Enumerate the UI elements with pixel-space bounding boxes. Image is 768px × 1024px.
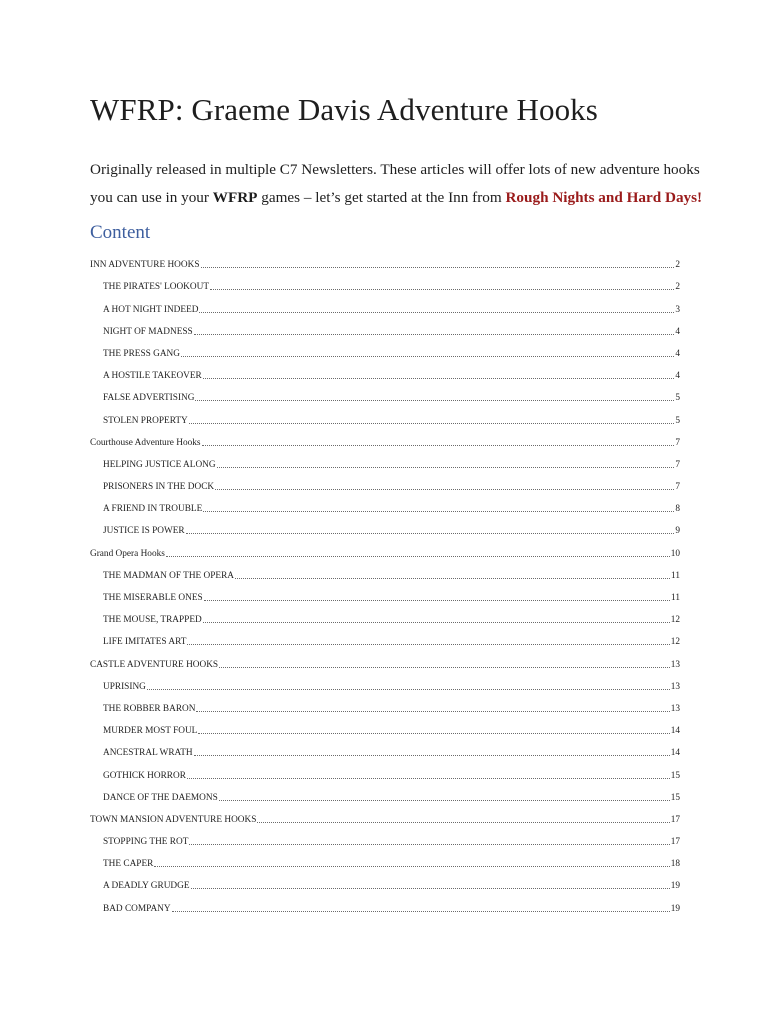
toc-dot-leader bbox=[172, 910, 670, 912]
intro-text-part2: games – let’s get started at the Inn from bbox=[257, 189, 506, 206]
toc-entry-page: 15 bbox=[670, 792, 680, 803]
toc-dot-leader bbox=[194, 754, 670, 756]
document-title: WFRP: Graeme Davis Adventure Hooks bbox=[90, 92, 598, 127]
toc-entry[interactable] bbox=[90, 891, 680, 913]
toc-entry[interactable] bbox=[90, 359, 680, 381]
toc-entry-page: 8 bbox=[675, 504, 680, 515]
toc-entry[interactable] bbox=[90, 426, 680, 448]
toc-dot-leader bbox=[202, 444, 675, 446]
toc-entry[interactable] bbox=[90, 758, 680, 780]
intro-paragraph bbox=[90, 156, 710, 212]
toc-entry-page: 4 bbox=[675, 326, 680, 337]
toc-entry[interactable] bbox=[90, 781, 680, 803]
toc-dot-leader bbox=[191, 887, 670, 889]
toc-dot-leader bbox=[217, 466, 675, 468]
toc-entry-label: THE MADMAN OF THE OPERA bbox=[103, 570, 235, 581]
toc-entry-label: THE MISERABLE ONES bbox=[103, 593, 203, 603]
toc-entry[interactable] bbox=[90, 292, 680, 314]
intro-text-part1: Originally released in multiple C7 Newsletters. These articles will offer lots of new adventure hooks you can use in your bbox=[90, 161, 700, 206]
toc-dot-leader bbox=[201, 266, 675, 268]
toc-entry-page: 13 bbox=[670, 703, 680, 714]
toc-entry-page: 12 bbox=[670, 637, 680, 648]
toc-dot-leader bbox=[203, 377, 675, 379]
toc-dot-leader bbox=[199, 311, 674, 313]
toc-entry-label: LIFE IMITATES ART bbox=[103, 637, 187, 648]
toc-entry[interactable] bbox=[90, 248, 680, 270]
toc-entry-label: CASTLE ADVENTURE HOOKS bbox=[90, 659, 219, 670]
toc-entry[interactable] bbox=[90, 315, 680, 337]
toc-entry-page: 10 bbox=[670, 548, 680, 559]
toc-dot-leader bbox=[235, 577, 670, 579]
toc-entry-label: HELPING JUSTICE ALONG bbox=[103, 459, 216, 470]
toc-entry-page: 7 bbox=[675, 482, 680, 493]
toc-dot-leader bbox=[210, 288, 674, 290]
toc-entry-page: 7 bbox=[675, 437, 680, 448]
toc-dot-leader bbox=[147, 688, 670, 690]
toc-dot-leader bbox=[154, 865, 669, 867]
toc-entry[interactable] bbox=[90, 803, 680, 825]
toc-entry-label: MURDER MOST FOUL bbox=[103, 726, 198, 737]
toc-dot-leader bbox=[203, 621, 670, 623]
toc-entry-label: Courthouse Adventure Hooks bbox=[90, 437, 201, 448]
toc-entry-label: ANCESTRAL WRATH bbox=[103, 748, 193, 759]
toc-entry[interactable] bbox=[90, 647, 680, 669]
toc-entry[interactable] bbox=[90, 670, 680, 692]
toc-entry-page: 12 bbox=[670, 615, 680, 626]
toc-dot-leader bbox=[166, 555, 670, 557]
toc-entry-label: NIGHT OF MADNESS bbox=[103, 326, 193, 337]
toc-entry-label: STOLEN PROPERTY bbox=[103, 415, 188, 426]
toc-entry[interactable] bbox=[90, 581, 680, 603]
toc-entry[interactable] bbox=[90, 869, 680, 891]
toc-entry-label: DANCE OF THE DAEMONS bbox=[103, 792, 218, 803]
toc-entry-page: 4 bbox=[675, 348, 680, 359]
toc-entry[interactable] bbox=[90, 381, 680, 403]
toc-entry-page: 13 bbox=[670, 659, 680, 670]
toc-entry-page: 2 bbox=[675, 282, 680, 293]
toc-entry-page: 17 bbox=[670, 814, 680, 825]
toc-entry-label: STOPPING THE ROT bbox=[103, 837, 189, 848]
toc-dot-leader bbox=[198, 732, 669, 734]
table-of-contents bbox=[90, 248, 680, 914]
toc-dot-leader bbox=[189, 422, 675, 424]
toc-entry-label: JUSTICE IS POWER bbox=[103, 526, 185, 537]
toc-entry-label: INN ADVENTURE HOOKS bbox=[90, 260, 200, 271]
toc-entry-label: THE ROBBER BARON bbox=[103, 703, 196, 714]
toc-entry-page: 4 bbox=[675, 371, 680, 382]
toc-dot-leader bbox=[187, 643, 669, 645]
toc-entry-page: 17 bbox=[670, 837, 680, 848]
toc-entry-label: BAD COMPANY bbox=[103, 903, 171, 914]
toc-entry-label: THE PRESS GANG bbox=[103, 348, 180, 359]
toc-dot-leader bbox=[187, 777, 670, 779]
toc-dot-leader bbox=[215, 488, 674, 490]
toc-entry-page: 14 bbox=[670, 748, 680, 759]
toc-entry[interactable] bbox=[90, 403, 680, 425]
toc-entry-page: 11 bbox=[671, 570, 680, 581]
toc-dot-leader bbox=[219, 666, 670, 668]
toc-dot-leader bbox=[203, 510, 674, 512]
toc-entry-page: 19 bbox=[670, 881, 680, 892]
toc-entry-label: THE CAPER bbox=[103, 859, 154, 870]
toc-dot-leader bbox=[181, 355, 674, 357]
toc-dot-leader bbox=[189, 843, 669, 845]
toc-entry-label: A FRIEND IN TROUBLE bbox=[103, 504, 203, 515]
toc-entry[interactable] bbox=[90, 270, 680, 292]
toc-entry-label: THE PIRATES' LOOKOUT bbox=[103, 282, 210, 293]
toc-entry-page: 13 bbox=[670, 681, 680, 692]
toc-entry-page: 7 bbox=[675, 459, 680, 470]
toc-entry-page: 15 bbox=[670, 770, 680, 781]
toc-entry[interactable] bbox=[90, 559, 680, 581]
toc-entry[interactable] bbox=[90, 514, 680, 536]
toc-dot-leader bbox=[204, 599, 670, 601]
toc-entry-page: 5 bbox=[675, 415, 680, 426]
toc-entry-label: A DEADLY GRUDGE bbox=[103, 881, 190, 892]
toc-entry[interactable] bbox=[90, 492, 680, 514]
toc-dot-leader bbox=[195, 399, 674, 401]
toc-dot-leader bbox=[196, 710, 669, 712]
toc-entry-page: 9 bbox=[675, 526, 680, 537]
toc-entry[interactable] bbox=[90, 714, 680, 736]
toc-entry-page: 2 bbox=[675, 260, 680, 271]
toc-dot-leader bbox=[219, 799, 670, 801]
contents-heading: Content bbox=[90, 222, 151, 243]
toc-entry-page: 11 bbox=[671, 593, 680, 603]
toc-dot-leader bbox=[257, 821, 669, 823]
toc-entry[interactable] bbox=[90, 448, 680, 470]
toc-entry-page: 14 bbox=[670, 726, 680, 737]
toc-entry[interactable] bbox=[90, 692, 680, 714]
toc-entry-label: TOWN MANSION ADVENTURE HOOKS bbox=[90, 814, 257, 825]
toc-entry-page: 3 bbox=[675, 304, 680, 315]
toc-entry[interactable] bbox=[90, 825, 680, 847]
toc-entry-label: UPRISING bbox=[103, 681, 146, 692]
toc-entry-page: 5 bbox=[675, 393, 680, 404]
toc-dot-leader bbox=[186, 532, 675, 534]
toc-entry[interactable] bbox=[90, 847, 680, 869]
toc-entry-label: PRISONERS IN THE DOCK bbox=[103, 482, 215, 493]
toc-entry-label: A HOT NIGHT INDEED bbox=[103, 304, 199, 315]
toc-entry[interactable] bbox=[90, 470, 680, 492]
toc-entry[interactable] bbox=[90, 536, 680, 558]
toc-entry[interactable] bbox=[90, 736, 680, 758]
intro-wfrp: WFRP bbox=[212, 189, 258, 206]
toc-entry-label: GOTHICK HORROR bbox=[103, 770, 186, 781]
toc-entry[interactable] bbox=[90, 337, 680, 359]
toc-entry-page: 18 bbox=[670, 859, 680, 870]
toc-entry-label: THE MOUSE, TRAPPED bbox=[103, 615, 202, 626]
toc-entry[interactable] bbox=[90, 625, 680, 647]
toc-entry-label: A HOSTILE TAKEOVER bbox=[103, 371, 202, 382]
rough-nights-link[interactable]: Rough Nights and Hard Days! bbox=[505, 189, 703, 206]
toc-entry[interactable] bbox=[90, 603, 680, 625]
toc-dot-leader bbox=[194, 333, 675, 335]
toc-entry-label: Grand Opera Hooks bbox=[90, 548, 165, 559]
toc-entry-label: FALSE ADVERTISING bbox=[103, 393, 195, 404]
toc-entry-page: 19 bbox=[670, 903, 680, 914]
